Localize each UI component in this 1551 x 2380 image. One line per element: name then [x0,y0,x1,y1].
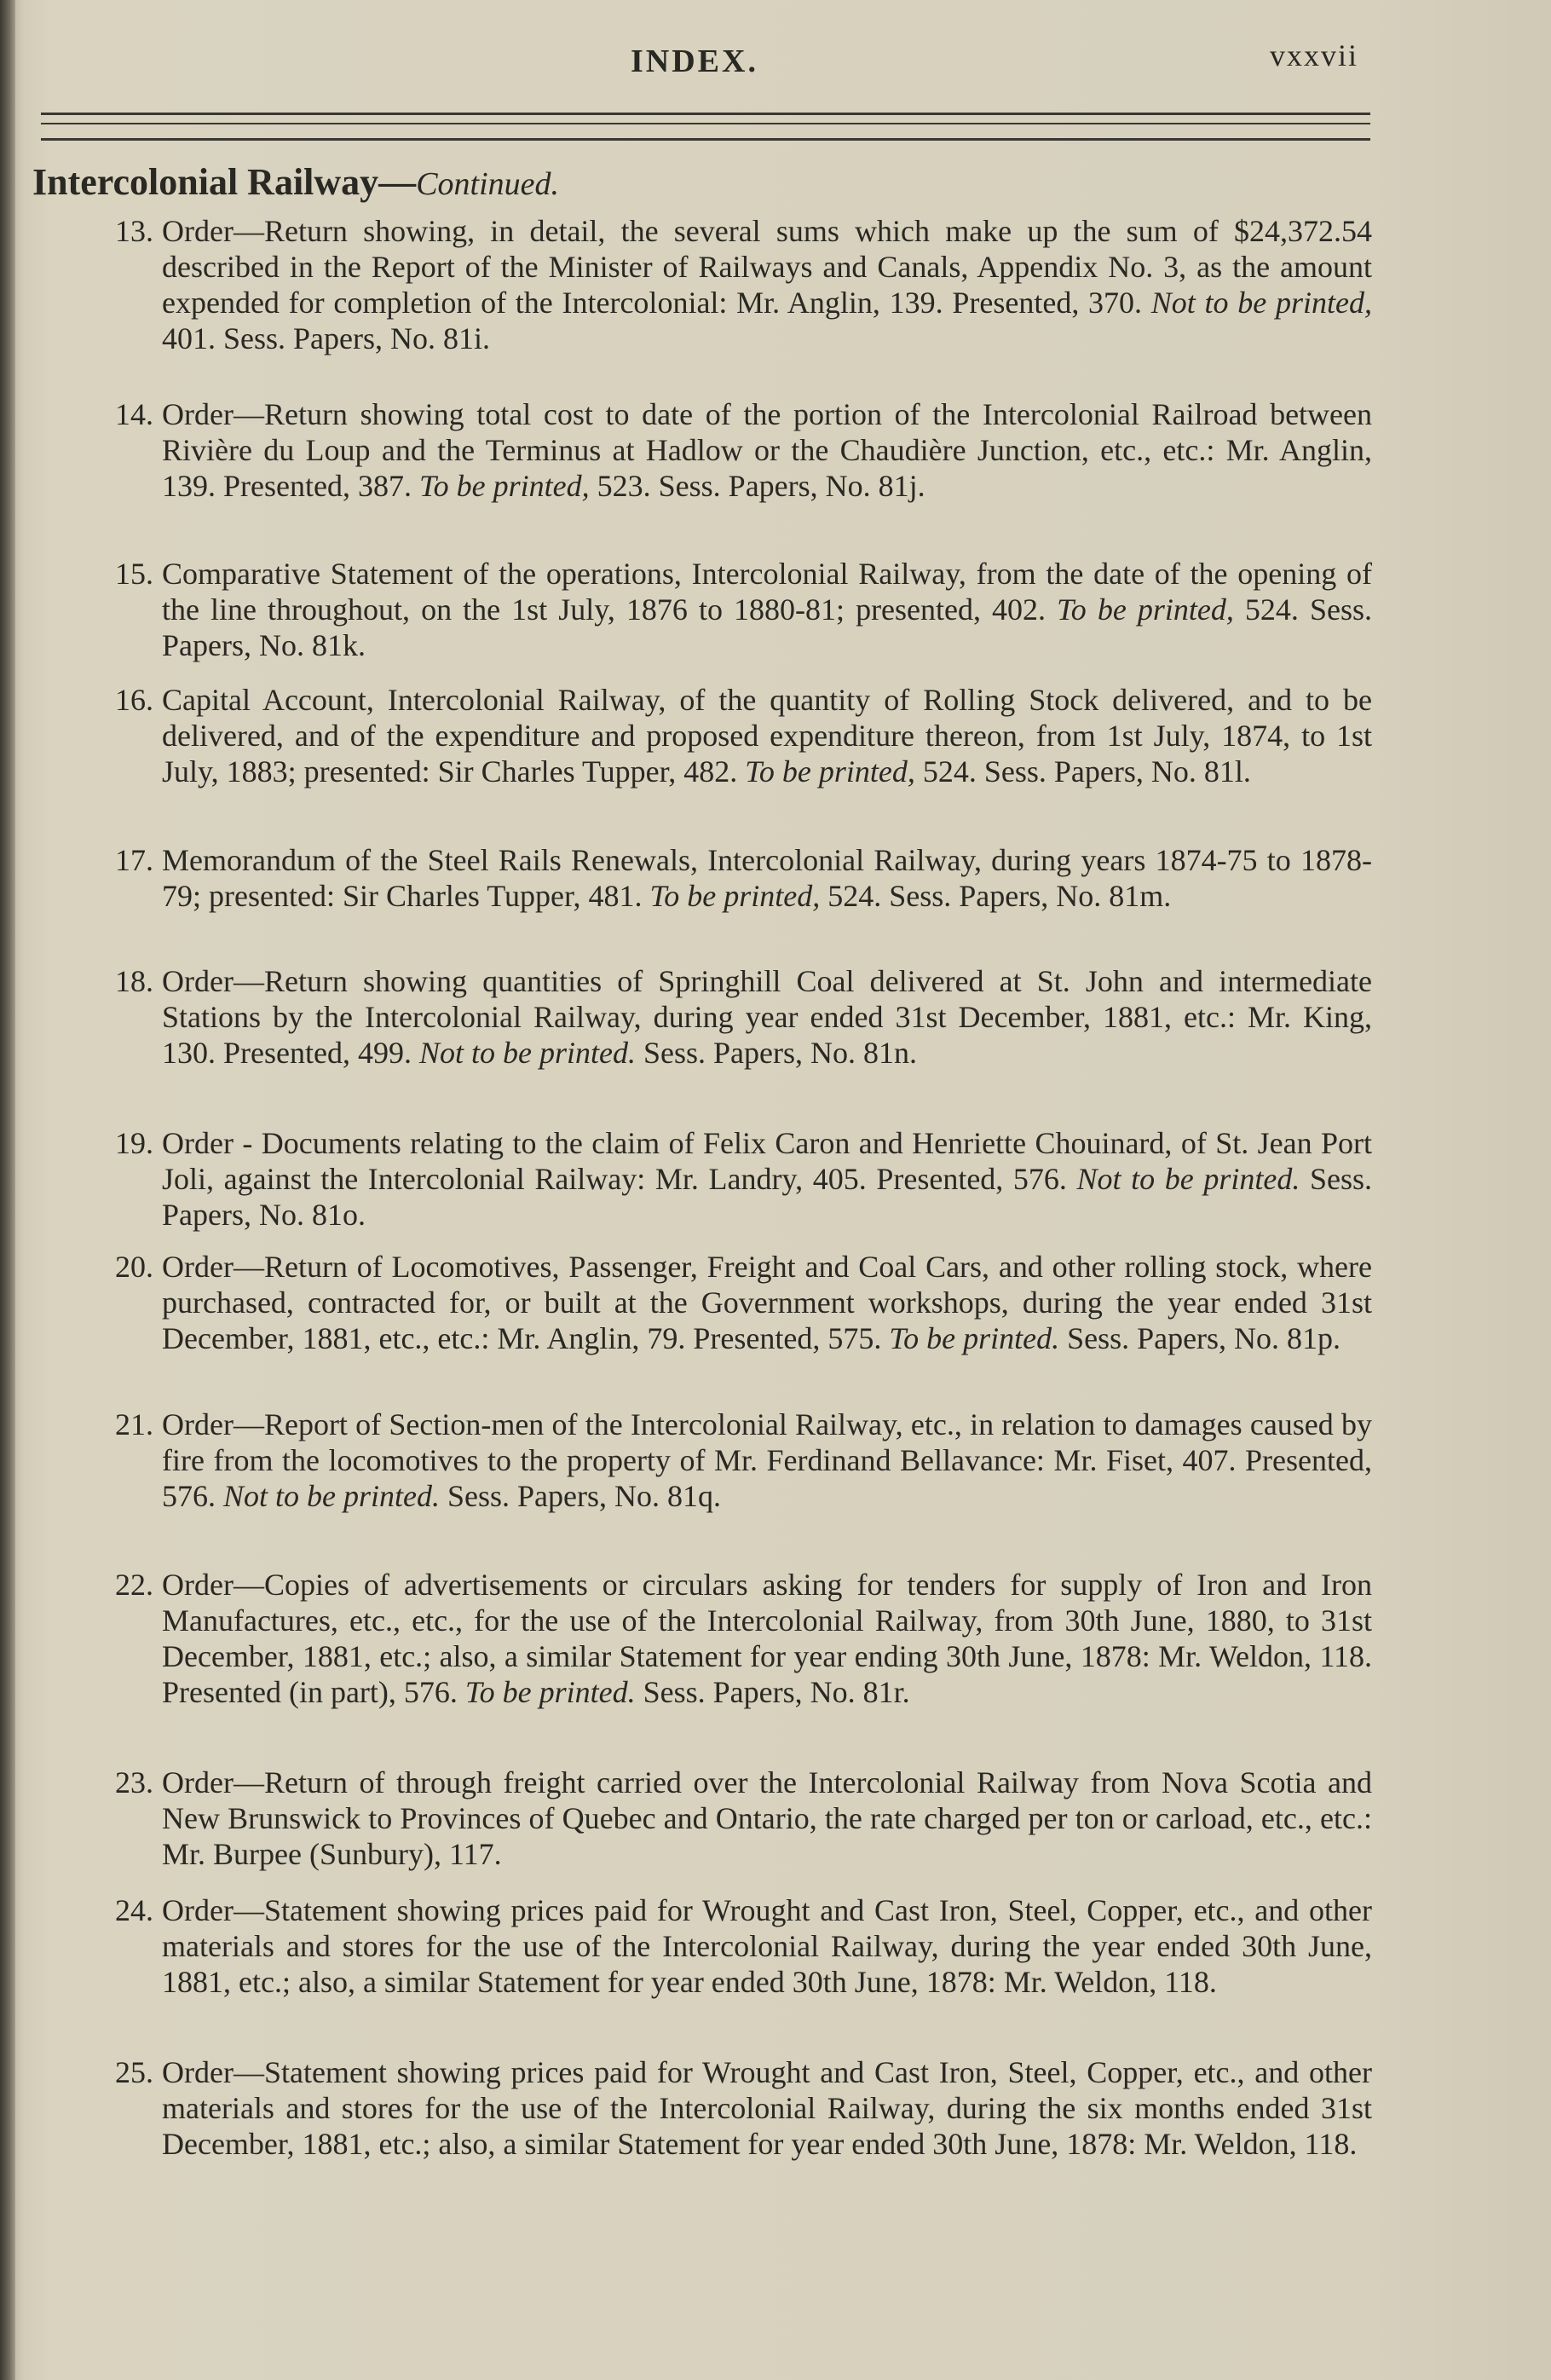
entry-print-status: To be printed. [889,1321,1060,1355]
entry-number: 23. [115,1765,153,1799]
index-entry-13 [115,213,1372,356]
entry-print-status: To be printed. [464,1675,636,1709]
entry-text: Order—Return showing quantities of Springhill Coal delivered at St. John and intermediate Stations by the Intercolonial Railway, during year ended 31st December, 1881, etc.: Mr. King, 130. Presented, 499. [162,964,1372,1070]
entry-text: Order—Return showing total cost to date of the portion of the Intercolonial Railroad between Rivière du Loup and the Terminus at Hadlow or the Chaudière Junction, etc., etc.: Mr. Anglin, 139. Presented, 387. [162,397,1372,503]
section-heading [32,160,559,204]
entry-sessional-paper: 524. Sess. Papers, No. 81m. [820,879,1172,913]
index-entry-24 [115,1892,1372,2000]
entry-print-status: Not to be printed. [223,1479,440,1513]
entry-sessional-paper: Sess. Papers, No. 81o. [162,1162,1372,1232]
entry-text: Order—Report of Section-men of the Intercolonial Railway, etc., in relation to damages caused by fire from the locomotives to the property of Mr. Ferdinand Bellavance: Mr. Fiset, 407. Presented, 576. [162,1407,1372,1513]
entry-number: 15. [115,557,153,591]
entry-sessional-paper: Sess. Papers, No. 81q. [440,1479,721,1513]
entry-text: Comparative Statement of the operations, Intercolonial Railway, from the date of the opening of the line throughout, on the 1st July, 1876 to 1880-81; presented, 402. [162,557,1372,627]
entry-print-status: Not to be printed. [1076,1162,1300,1196]
index-entry-17 [115,842,1372,914]
entry-text: Order—Statement showing prices paid for Wrought and Cast Iron, Steel, Copper, etc., and other materials and stores for the use of the Intercolonial Railway, during the year ended 30th June, 1881, etc.; also, a similar Statement for year ended 30th June, 1878: Mr. Weldon, 118. [162,1893,1372,1999]
index-entry-18 [115,963,1372,1071]
index-entry-25 [115,2054,1372,2162]
entry-text: Memorandum of the Steel Rails Renewals, Intercolonial Railway, during years 1874-75 to 1878-79; presented: Sir Charles Tupper, 481. [162,843,1372,913]
page-number: vxxvii [1270,38,1359,72]
entry-text: Order—Return of through freight carried over the Intercolonial Railway from Nova Scotia and New Brunswick to Provinces of Quebec and Ontario, the rate charged per ton or carload, etc., etc.: Mr. Burpee (Sunbury), 117. [162,1765,1372,1871]
section-continued: Continued. [416,166,560,202]
index-entry-21 [115,1407,1372,1514]
entry-number: 18. [115,964,153,998]
entry-number: 25. [115,2055,153,2089]
entry-number: 14. [115,397,153,431]
index-entry-16 [115,682,1372,789]
entry-number: 13. [115,214,153,248]
header-rule-bottom [41,138,1370,141]
entry-sessional-paper: 524. Sess. Papers, No. 81l. [914,754,1251,789]
entry-number: 24. [115,1893,153,1927]
entry-number: 20. [115,1250,153,1284]
entry-sessional-paper: Sess. Papers, No. 81p. [1059,1321,1341,1355]
entry-text: Order—Copies of advertisements or circulars asking for tenders for supply of Iron and Iron Manufactures, etc., etc., for the use of the Intercolonial Railway, from 30th June, 1880, to 31st December, 1881, etc.; also, a similar Statement for year ending 30th June, 1878: Mr. Weldon, 118. Presented (in part), 576. [162,1568,1372,1709]
entry-number: 17. [115,843,153,877]
entry-sessional-paper: 523. Sess. Papers, No. 81j. [589,469,925,503]
entry-text: Order - Documents relating to the claim of Felix Caron and Henriette Chouinard, of St. Jean Port Joli, against the Intercolonial Railway: Mr. Landry, 405. Presented, 576. [162,1126,1372,1196]
entry-print-status: To be printed, [1057,592,1234,627]
entry-print-status: Not to be printed. [418,1036,636,1070]
entry-number: 16. [115,683,153,717]
entry-text: Order—Return showing, in detail, the several sums which make up the sum of $24,372.54 described in the Report of the Minister of Railways and Canals, Appendix No. 3, as the amount expended for completion of the Intercolonial: Mr. Anglin, 139. Presented, 370. [162,214,1372,320]
index-entry-22 [115,1567,1372,1710]
index-entry-19 [115,1125,1372,1233]
entry-sessional-paper: Sess. Papers, No. 81n. [635,1036,917,1070]
running-title: INDEX. [631,43,758,79]
entry-text: Order—Return of Locomotives, Passenger, Freight and Coal Cars, and other rolling stock, where purchased, contracted for, or built at the Government workshops, during the year ended 31st December, 1881, etc., etc.: Mr. Anglin, 79. Presented, 575. [162,1250,1372,1355]
entry-sessional-paper: 524. Sess. Papers, No. 81k. [162,592,1372,662]
index-entry-20 [115,1249,1372,1356]
page-header [0,34,1551,85]
entry-print-status: To be printed, [649,879,821,913]
header-rule-top [41,113,1370,115]
book-binding [0,0,15,2380]
entry-sessional-paper: 401. Sess. Papers, No. 81i. [162,321,490,355]
index-entry-15 [115,556,1372,663]
index-entry-23 [115,1765,1372,1872]
section-title: Intercolonial Railway— [32,161,417,203]
entry-print-status: Not to be printed, [1150,286,1372,320]
entry-number: 22. [115,1568,153,1602]
entry-number: 19. [115,1126,153,1160]
entry-print-status: To be printed, [745,754,915,789]
index-entry-14 [115,396,1372,504]
entry-print-status: To be printed, [418,469,590,503]
entry-sessional-paper: Sess. Papers, No. 81r. [635,1675,910,1709]
entry-text: Capital Account, Intercolonial Railway, of the quantity of Rolling Stock delivered, and to be delivered, and of the expenditure and proposed expenditure thereon, from 1st July, 1874, to 1st July, 1883; presented: Sir Charles Tupper, 482. [162,683,1372,789]
entry-text: Order—Statement showing prices paid for Wrought and Cast Iron, Steel, Copper, etc., and other materials and stores for the use of the Intercolonial Railway, during the six months ended 31st December, 1881, etc.; also, a similar Statement for year ended 30th June, 1878: Mr. Weldon, 118. [162,2055,1372,2161]
entry-number: 21. [115,1407,153,1441]
header-rule-middle [41,123,1370,124]
